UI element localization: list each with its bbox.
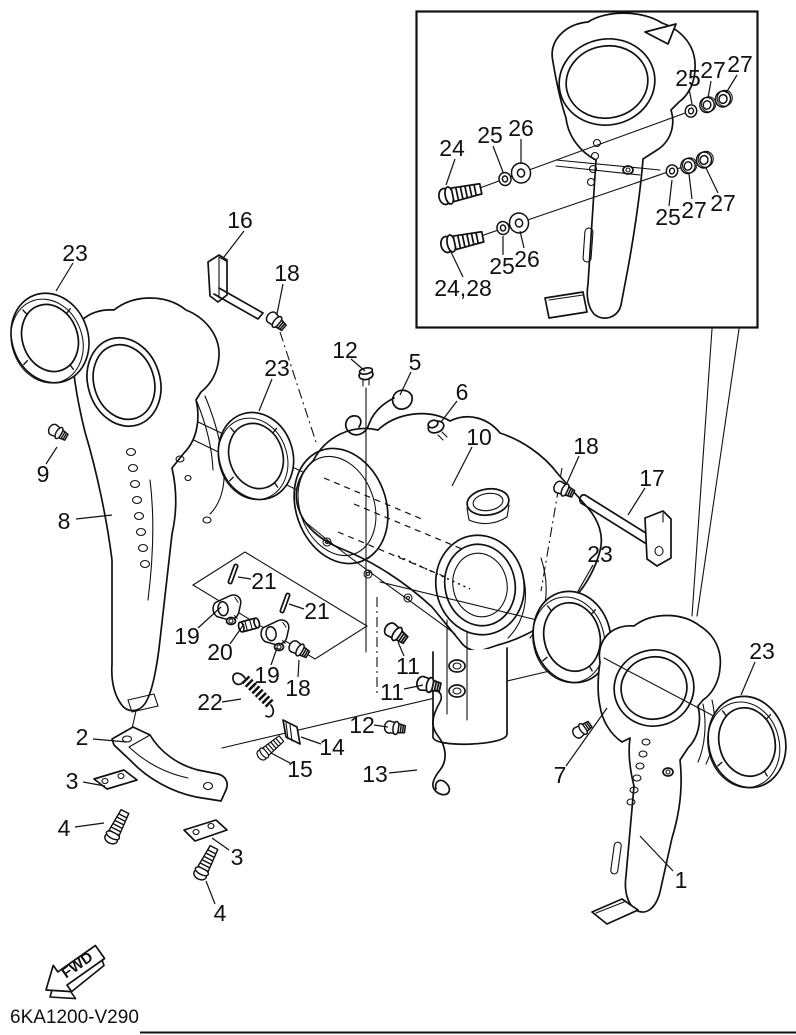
callout-leader	[567, 456, 579, 483]
callout-label-17: 17	[639, 465, 665, 491]
bracket-8	[71, 298, 224, 712]
bolt-18-a	[264, 310, 288, 333]
callout-label-27: 27	[727, 51, 753, 77]
callout-label-12: 12	[332, 337, 358, 363]
callout-label-27: 27	[700, 57, 726, 83]
bracket-2-assembly	[94, 727, 227, 882]
callout-label-4: 4	[213, 900, 227, 926]
bolt-12-b	[384, 720, 406, 736]
screw-12-a	[358, 367, 373, 386]
bolt-18-b	[287, 639, 311, 661]
callout-label-3: 3	[65, 768, 79, 794]
callout-label-27: 27	[710, 190, 736, 216]
callout-label-8: 8	[57, 508, 71, 534]
callout-label-15: 15	[287, 756, 313, 782]
plate-3-b	[184, 820, 227, 841]
callout-label-6: 6	[455, 379, 469, 405]
callout-label-18: 18	[285, 675, 311, 701]
callout-label-27: 27	[681, 197, 707, 223]
callout-label-4: 4	[57, 815, 71, 841]
callout-label-23: 23	[62, 240, 88, 266]
callout-label-26: 26	[514, 246, 540, 272]
damper-19-a	[211, 594, 243, 622]
callout-leader	[277, 284, 283, 314]
callout-label-12: 12	[349, 712, 375, 738]
callout-leader	[741, 662, 755, 695]
callout-leader	[628, 488, 645, 515]
callout-leader	[224, 231, 244, 257]
callout-label-19: 19	[174, 623, 200, 649]
callout-label-21: 21	[304, 598, 330, 624]
callout-label-26: 26	[508, 115, 534, 141]
callout-label-7: 7	[553, 762, 567, 788]
diagram-code: 6KA1200-V290	[10, 1007, 139, 1028]
bolt-9	[46, 422, 69, 442]
callout-leader	[75, 823, 104, 827]
callout-label-9: 9	[36, 461, 50, 487]
callout-leader	[222, 699, 241, 702]
callout-label-14: 14	[319, 734, 345, 760]
callout-label-18: 18	[274, 260, 300, 286]
rod-16	[208, 255, 263, 319]
pin-21-a	[228, 564, 238, 584]
callout-leader	[238, 577, 251, 579]
callout-label-11: 11	[396, 653, 420, 679]
callout-label-24,28: 24,28	[434, 275, 492, 301]
callout-leader	[301, 737, 321, 744]
callout-leader	[289, 604, 304, 609]
callout-label-25: 25	[477, 122, 503, 148]
callout-label-21: 21	[251, 568, 277, 594]
fwd-label: FWD	[58, 948, 97, 983]
damper-19-b	[259, 619, 291, 647]
callout-label-1: 1	[674, 867, 688, 893]
callout-label-18: 18	[573, 433, 599, 459]
callout-label-25: 25	[489, 253, 515, 279]
bolt-11-a	[382, 620, 410, 646]
callout-label-10: 10	[466, 424, 492, 450]
inset-pointer-line	[697, 329, 739, 616]
callout-label-25: 25	[675, 65, 701, 91]
callout-label-19: 19	[254, 662, 280, 688]
callout-label-23: 23	[264, 355, 290, 381]
callout-leader	[259, 379, 272, 411]
inset-pointer-line	[692, 329, 712, 616]
callout-label-13: 13	[362, 761, 388, 787]
bracket-2	[112, 727, 227, 801]
footer-rule	[140, 1032, 796, 1034]
callout-label-20: 20	[207, 639, 233, 665]
collar-20	[238, 617, 261, 632]
callout-leader	[56, 263, 73, 291]
callout-label-22: 22	[197, 689, 223, 715]
fwd-arrow	[46, 946, 105, 999]
plate-3-a	[94, 770, 137, 789]
callout-label-25: 25	[655, 204, 681, 230]
stay-14	[283, 720, 300, 744]
callout-leader	[389, 770, 417, 773]
bolt-7	[571, 719, 594, 740]
callout-label-16: 16	[227, 207, 253, 233]
pin-21-b	[280, 593, 290, 613]
bolt-4-a	[103, 808, 132, 846]
callout-label-3: 3	[230, 844, 244, 870]
callout-label-23: 23	[749, 638, 775, 664]
bolt-4-b	[192, 844, 221, 882]
callout-label-5: 5	[408, 349, 422, 375]
callout-label-24: 24	[439, 135, 465, 161]
callout-label-23: 23	[587, 541, 613, 567]
callout-label-11: 11	[380, 679, 404, 705]
callout-label-2: 2	[75, 724, 89, 750]
callout-leader	[566, 708, 607, 766]
